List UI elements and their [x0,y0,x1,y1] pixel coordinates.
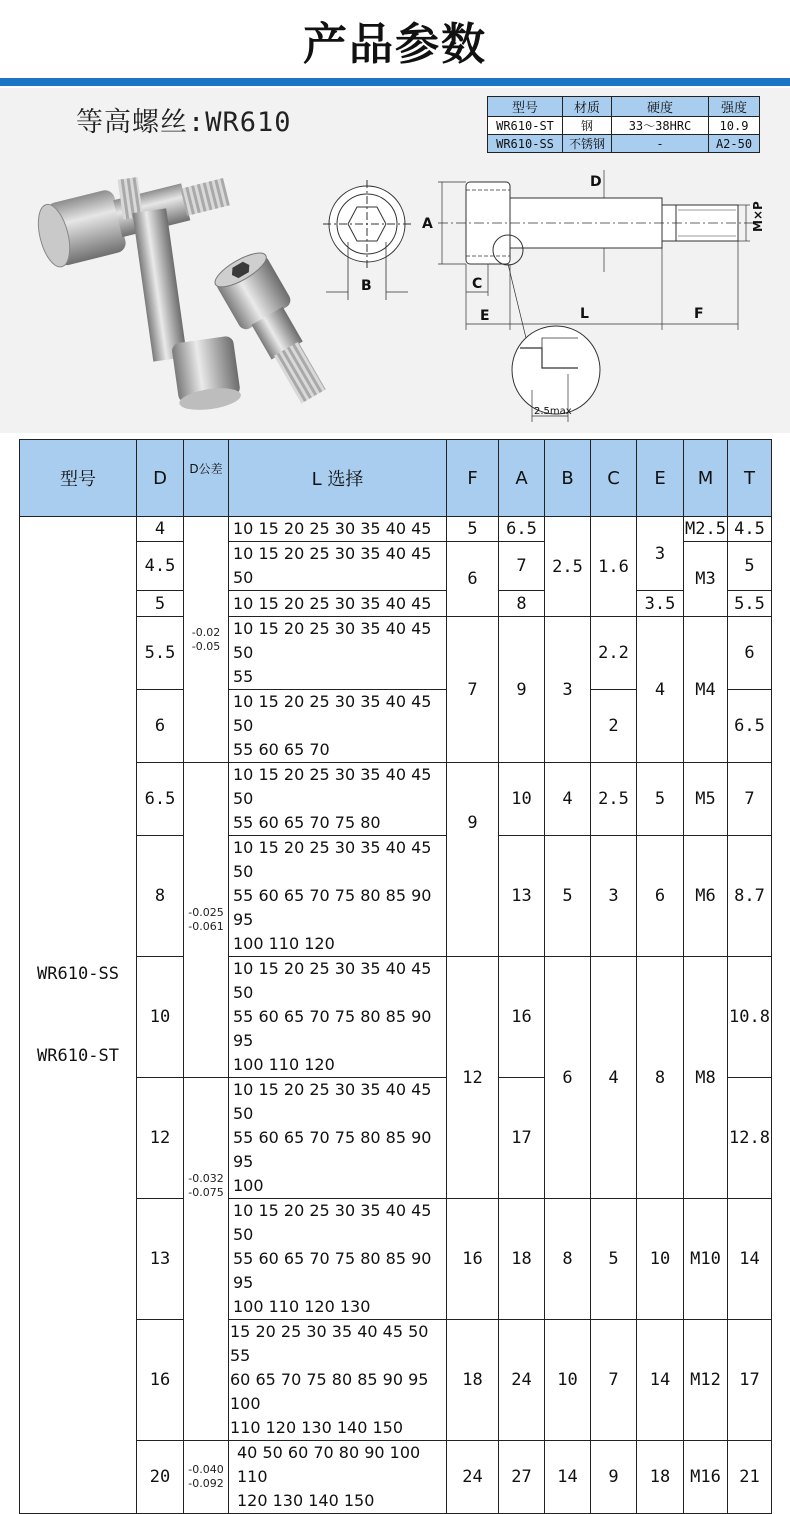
f-cell: 16 [447,1199,499,1320]
d-cell: 12 [137,1078,184,1199]
t-cell: 6.5 [728,690,772,763]
e-cell: 3 [637,517,684,591]
a-cell: 17 [499,1078,545,1199]
material-cell: WR610-SS [488,135,563,153]
e-cell: 18 [637,1441,684,1514]
l-line: 10 15 20 25 30 35 40 45 50 [233,959,432,1002]
header-m: M [684,440,728,517]
header-f: F [447,440,499,517]
a-cell: 13 [499,836,545,957]
table-row [20,517,772,542]
header-a: A [499,440,545,517]
header-d-tolerance: D公差 [184,440,229,517]
tolerance-upper: -0.032 [188,1172,224,1185]
l-line: 10 15 20 25 30 35 40 45 50 [233,765,432,808]
material-cell: 33～38HRC [612,117,709,135]
tolerance-cell [184,1078,229,1441]
tolerance-lower: -0.075 [188,1186,224,1199]
label-f: F [694,306,704,322]
page-header [0,0,790,86]
l-line: 100 [233,1176,264,1195]
l-cell [229,542,447,591]
l-line: 10 15 20 25 30 35 40 45 50 [233,619,432,662]
tolerance-upper: -0.02 [191,625,221,639]
d-cell: 6 [137,690,184,763]
m-cell: M3 [684,542,728,617]
d-cell: 20 [137,1441,184,1514]
l-line: 100 110 120 [233,1055,335,1074]
tolerance-cell [184,1441,229,1514]
l-line: 10 15 20 25 30 35 40 45 50 [233,692,432,735]
l-line: 10 15 20 25 30 35 40 45 50 [233,1080,432,1123]
header-b: B [545,440,591,517]
l-cell [229,591,447,617]
l-line: 100 110 120 [233,934,335,953]
l-line: 40 50 60 70 80 90 100 110 [237,1443,421,1486]
e-cell: 10 [637,1199,684,1320]
t-cell: 8.7 [728,836,772,957]
tolerance-lower: -0.05 [191,639,221,653]
b-cell: 8 [545,1199,591,1320]
d-cell: 5 [137,591,184,617]
m-cell: M2.5 [684,517,728,542]
l-cell [229,690,447,763]
l-line: 10 15 20 25 30 35 40 45 [233,519,432,538]
l-line: 55 60 65 70 75 80 85 90 95 [233,1128,432,1171]
tolerance-cell [184,517,229,763]
f-cell: 5 [447,517,499,542]
header-t: T [728,440,772,517]
c-cell: 3 [591,836,637,957]
a-cell: 16 [499,957,545,1078]
b-cell: 3 [545,617,591,763]
material-cell: 不锈钢 [563,135,612,153]
l-line: 55 60 65 70 75 80 85 90 95 [233,886,432,929]
l-line: 55 60 65 70 75 80 85 90 95 [233,1007,432,1050]
a-cell: 24 [499,1320,545,1441]
l-line: 110 120 130 140 150 [230,1418,404,1437]
e-cell: 14 [637,1320,684,1441]
spec-table [19,439,772,1514]
model-st: WR610-ST [37,1046,119,1066]
label-detail: 2.5max [534,406,572,417]
f-cell: 9 [447,763,499,957]
d-cell: 13 [137,1199,184,1320]
d-cell: 6.5 [137,763,184,836]
t-cell: 10.8 [728,957,772,1078]
l-cell [229,957,447,1078]
material-cell: WR610-ST [488,117,563,135]
model-cell [20,517,137,1514]
l-line: 10 15 20 25 30 35 40 45 50 [233,838,432,881]
model-ss: WR610-SS [37,964,119,984]
material-row [488,117,760,135]
header-model: 型号 [20,440,137,517]
l-cell [229,1320,447,1441]
product-subtitle: 等高螺丝:WR610 [76,107,292,138]
l-line: 60 65 70 75 80 85 90 95 100 [230,1370,429,1413]
tolerance-lower: -0.061 [188,920,224,933]
tolerance-cell [184,763,229,1078]
material-table [487,96,760,153]
d-cell: 5.5 [137,617,184,690]
m-cell: M5 [684,763,728,836]
l-cell [229,1199,447,1320]
l-cell [229,1441,447,1514]
material-row [488,135,760,153]
header-c: C [591,440,637,517]
label-a: A [422,216,433,232]
c-cell: 9 [591,1441,637,1514]
b-cell: 10 [545,1320,591,1441]
c-cell: 4 [591,957,637,1199]
c-cell: 7 [591,1320,637,1441]
l-line: 15 20 25 30 35 40 45 50 55 [230,1322,429,1365]
l-line: 55 60 65 70 75 80 85 90 95 [233,1249,432,1292]
l-cell [229,1078,447,1199]
label-e: E [480,308,490,324]
t-cell: 5.5 [728,591,772,617]
label-l: L [580,306,589,322]
t-cell: 5 [728,542,772,591]
label-d: D [590,174,602,190]
l-line: 55 60 65 70 [233,740,330,759]
material-table-header [488,97,760,117]
d-cell: 4.5 [137,542,184,591]
f-cell: 12 [447,957,499,1199]
material-header-model: 型号 [488,97,563,117]
t-cell: 6 [728,617,772,690]
c-cell: 2 [591,690,637,763]
f-cell: 18 [447,1320,499,1441]
d-cell: 16 [137,1320,184,1441]
m-cell: M6 [684,836,728,957]
l-line: 10 15 20 25 30 35 40 45 50 [233,1201,432,1244]
b-cell: 5 [545,836,591,957]
l-line: 120 130 140 150 [237,1491,375,1510]
c-cell: 2.2 [591,617,637,690]
label-b: B [361,278,372,294]
b-cell: 6 [545,957,591,1199]
material-cell: A2-50 [709,135,760,153]
l-cell [229,617,447,690]
tolerance-lower: -0.092 [188,1477,224,1490]
m-cell: M4 [684,617,728,763]
l-line: 100 110 120 130 [233,1297,371,1316]
d-cell: 4 [137,517,184,542]
technical-drawing [318,160,780,430]
a-cell: 18 [499,1199,545,1320]
spec-header-row [20,440,772,517]
side-view [438,170,758,422]
t-cell: 17 [728,1320,772,1441]
t-cell: 7 [728,763,772,836]
f-cell: 7 [447,617,499,763]
a-cell: 6.5 [499,517,545,542]
product-photo [18,150,368,425]
e-cell: 8 [637,957,684,1199]
a-cell: 8 [499,591,545,617]
b-cell: 14 [545,1441,591,1514]
header-divider [0,78,790,84]
m-cell: M12 [684,1320,728,1441]
c-cell: 2.5 [591,763,637,836]
material-cell: 钢 [563,117,612,135]
a-cell: 10 [499,763,545,836]
m-cell: M16 [684,1441,728,1514]
c-cell: 5 [591,1199,637,1320]
t-cell: 4.5 [728,517,772,542]
label-mxp: M×P [751,201,765,232]
e-cell: 5 [637,763,684,836]
material-header-hardness: 硬度 [612,97,709,117]
e-cell: 6 [637,836,684,957]
t-cell: 21 [728,1441,772,1514]
t-cell: 12.8 [728,1078,772,1199]
f-cell: 6 [447,542,499,617]
m-cell: M8 [684,957,728,1199]
page-title: 产品参数 [303,19,487,70]
l-cell [229,763,447,836]
f-cell: 24 [447,1441,499,1514]
l-line: 10 15 20 25 30 35 40 45 50 [233,544,432,587]
l-line: 55 [233,667,254,686]
header-l: L 选择 [229,440,447,517]
e-cell: 3.5 [637,591,684,617]
l-line: 55 60 65 70 75 80 [233,813,381,832]
d-cell: 10 [137,957,184,1078]
l-cell [229,836,447,957]
e-cell: 4 [637,617,684,763]
tolerance-upper: -0.040 [188,1463,224,1476]
material-cell: 10.9 [709,117,760,135]
material-header-strength: 强度 [709,97,760,117]
a-cell: 7 [499,542,545,591]
tolerance-upper: -0.025 [188,906,224,919]
c-cell: 1.6 [591,517,637,617]
b-cell: 2.5 [545,517,591,617]
header-d: D [137,440,184,517]
d-cell: 8 [137,836,184,957]
m-cell: M10 [684,1199,728,1320]
l-line: 10 15 20 25 30 35 40 45 [233,593,432,613]
a-cell: 27 [499,1441,545,1514]
l-cell [229,517,447,542]
b-cell: 4 [545,763,591,836]
label-c: C [472,276,483,292]
material-header-material: 材质 [563,97,612,117]
t-cell: 14 [728,1199,772,1320]
a-cell: 9 [499,617,545,763]
header-e: E [637,440,684,517]
material-cell: - [612,135,709,153]
